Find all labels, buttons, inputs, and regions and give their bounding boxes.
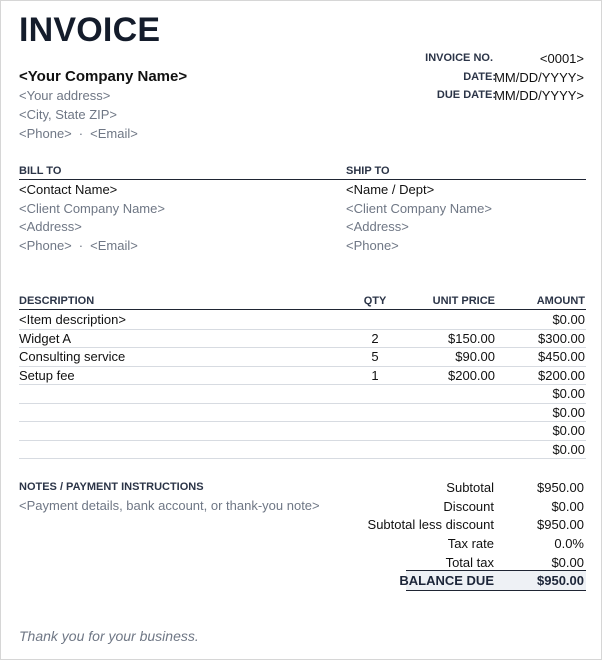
row-divider (19, 329, 586, 330)
row-unit-price: $200.00 (448, 367, 495, 383)
row-divider (19, 384, 586, 385)
ship-to-address: <Address> (346, 219, 409, 234)
col-header-description: DESCRIPTION (19, 295, 95, 307)
col-header-unit-price: UNIT PRICE (432, 295, 495, 307)
invoice-no-label: INVOICE NO. (425, 52, 493, 64)
subtotal-less-discount-label: Subtotal less discount (367, 517, 494, 532)
row-amount: $0.00 (552, 404, 585, 420)
row-divider (19, 421, 586, 422)
row-description: Consulting service (19, 349, 126, 364)
ship-to-name: <Name / Dept> (346, 182, 435, 197)
date-label: DATE: (463, 71, 496, 83)
bill-to-heading: BILL TO (19, 165, 62, 177)
notes-heading: NOTES / PAYMENT INSTRUCTIONS (19, 481, 204, 493)
subtotal-label: Subtotal (446, 480, 494, 495)
row-amount: $0.00 (552, 386, 585, 401)
row-divider (19, 458, 586, 459)
row-qty: 2 (371, 330, 379, 346)
discount-label: Discount (443, 499, 494, 514)
bill-to-address: <Address> (19, 219, 82, 234)
company-phone: <Phone> (19, 126, 72, 141)
row-amount: $300.00 (538, 330, 585, 346)
col-header-qty: QTY (363, 295, 387, 307)
separator-dot: · (78, 126, 84, 141)
total-tax-label: Total tax (445, 555, 494, 570)
tax-rate-label: Tax rate (447, 536, 494, 551)
due-date-label: DUE DATE: (436, 89, 496, 101)
row-amount: $200.00 (538, 367, 585, 383)
row-amount: $450.00 (538, 349, 585, 364)
bill-to-phone: <Phone> (19, 238, 72, 253)
row-qty: 1 (371, 367, 379, 383)
company-contact (19, 126, 138, 141)
notes-text: <Payment details, bank account, or thank-you note> (19, 498, 320, 513)
company-address: <Your address> (19, 88, 111, 103)
company-email: <Email> (90, 126, 138, 141)
subtotal-less-discount-value: $950.00 (537, 517, 584, 532)
row-divider (19, 366, 586, 367)
company-city: <City, State ZIP> (19, 107, 118, 122)
balance-bottom-rule (406, 590, 586, 591)
row-divider (19, 403, 586, 404)
ship-to-heading: SHIP TO (346, 165, 390, 177)
thank-you-note: Thank you for your business. (19, 628, 199, 644)
row-description: <Item description> (19, 312, 126, 327)
ship-to-phone: <Phone> (346, 238, 399, 253)
tax-rate-value: 0.0% (554, 536, 584, 551)
subtotal-value: $950.00 (537, 480, 584, 495)
date-value: MM/DD/YYYY> (494, 70, 584, 85)
due-date-value: MM/DD/YYYY> (494, 88, 584, 103)
address-divider (19, 179, 586, 180)
row-amount: $0.00 (552, 441, 585, 457)
total-tax-value: $0.00 (551, 555, 584, 570)
col-header-amount: AMOUNT (536, 295, 585, 307)
row-divider (19, 347, 586, 348)
row-unit-price: $90.00 (455, 349, 495, 364)
company-name: <Your Company Name> (19, 68, 188, 85)
ship-to-company: <Client Company Name> (346, 201, 492, 216)
balance-due-label: BALANCE DUE (399, 573, 494, 588)
invoice-title: INVOICE (19, 11, 161, 49)
discount-value: $0.00 (551, 499, 584, 514)
row-description: Widget A (19, 330, 72, 346)
bill-to-company: <Client Company Name> (19, 201, 165, 216)
invoice-no-value: <0001> (539, 51, 584, 66)
row-unit-price: $150.00 (448, 330, 495, 346)
row-qty: 5 (371, 349, 379, 364)
bill-to-email: <Email> (90, 238, 138, 253)
bill-to-contact: <Contact Name> (19, 182, 118, 197)
row-divider (19, 440, 586, 441)
balance-due-value: $950.00 (537, 573, 584, 588)
table-header-rule (19, 309, 586, 310)
row-amount: $0.00 (552, 312, 585, 327)
row-description: Setup fee (19, 367, 75, 383)
bill-to-contact-line (19, 238, 138, 253)
separator-dot: · (78, 238, 84, 253)
row-amount: $0.00 (552, 423, 585, 438)
